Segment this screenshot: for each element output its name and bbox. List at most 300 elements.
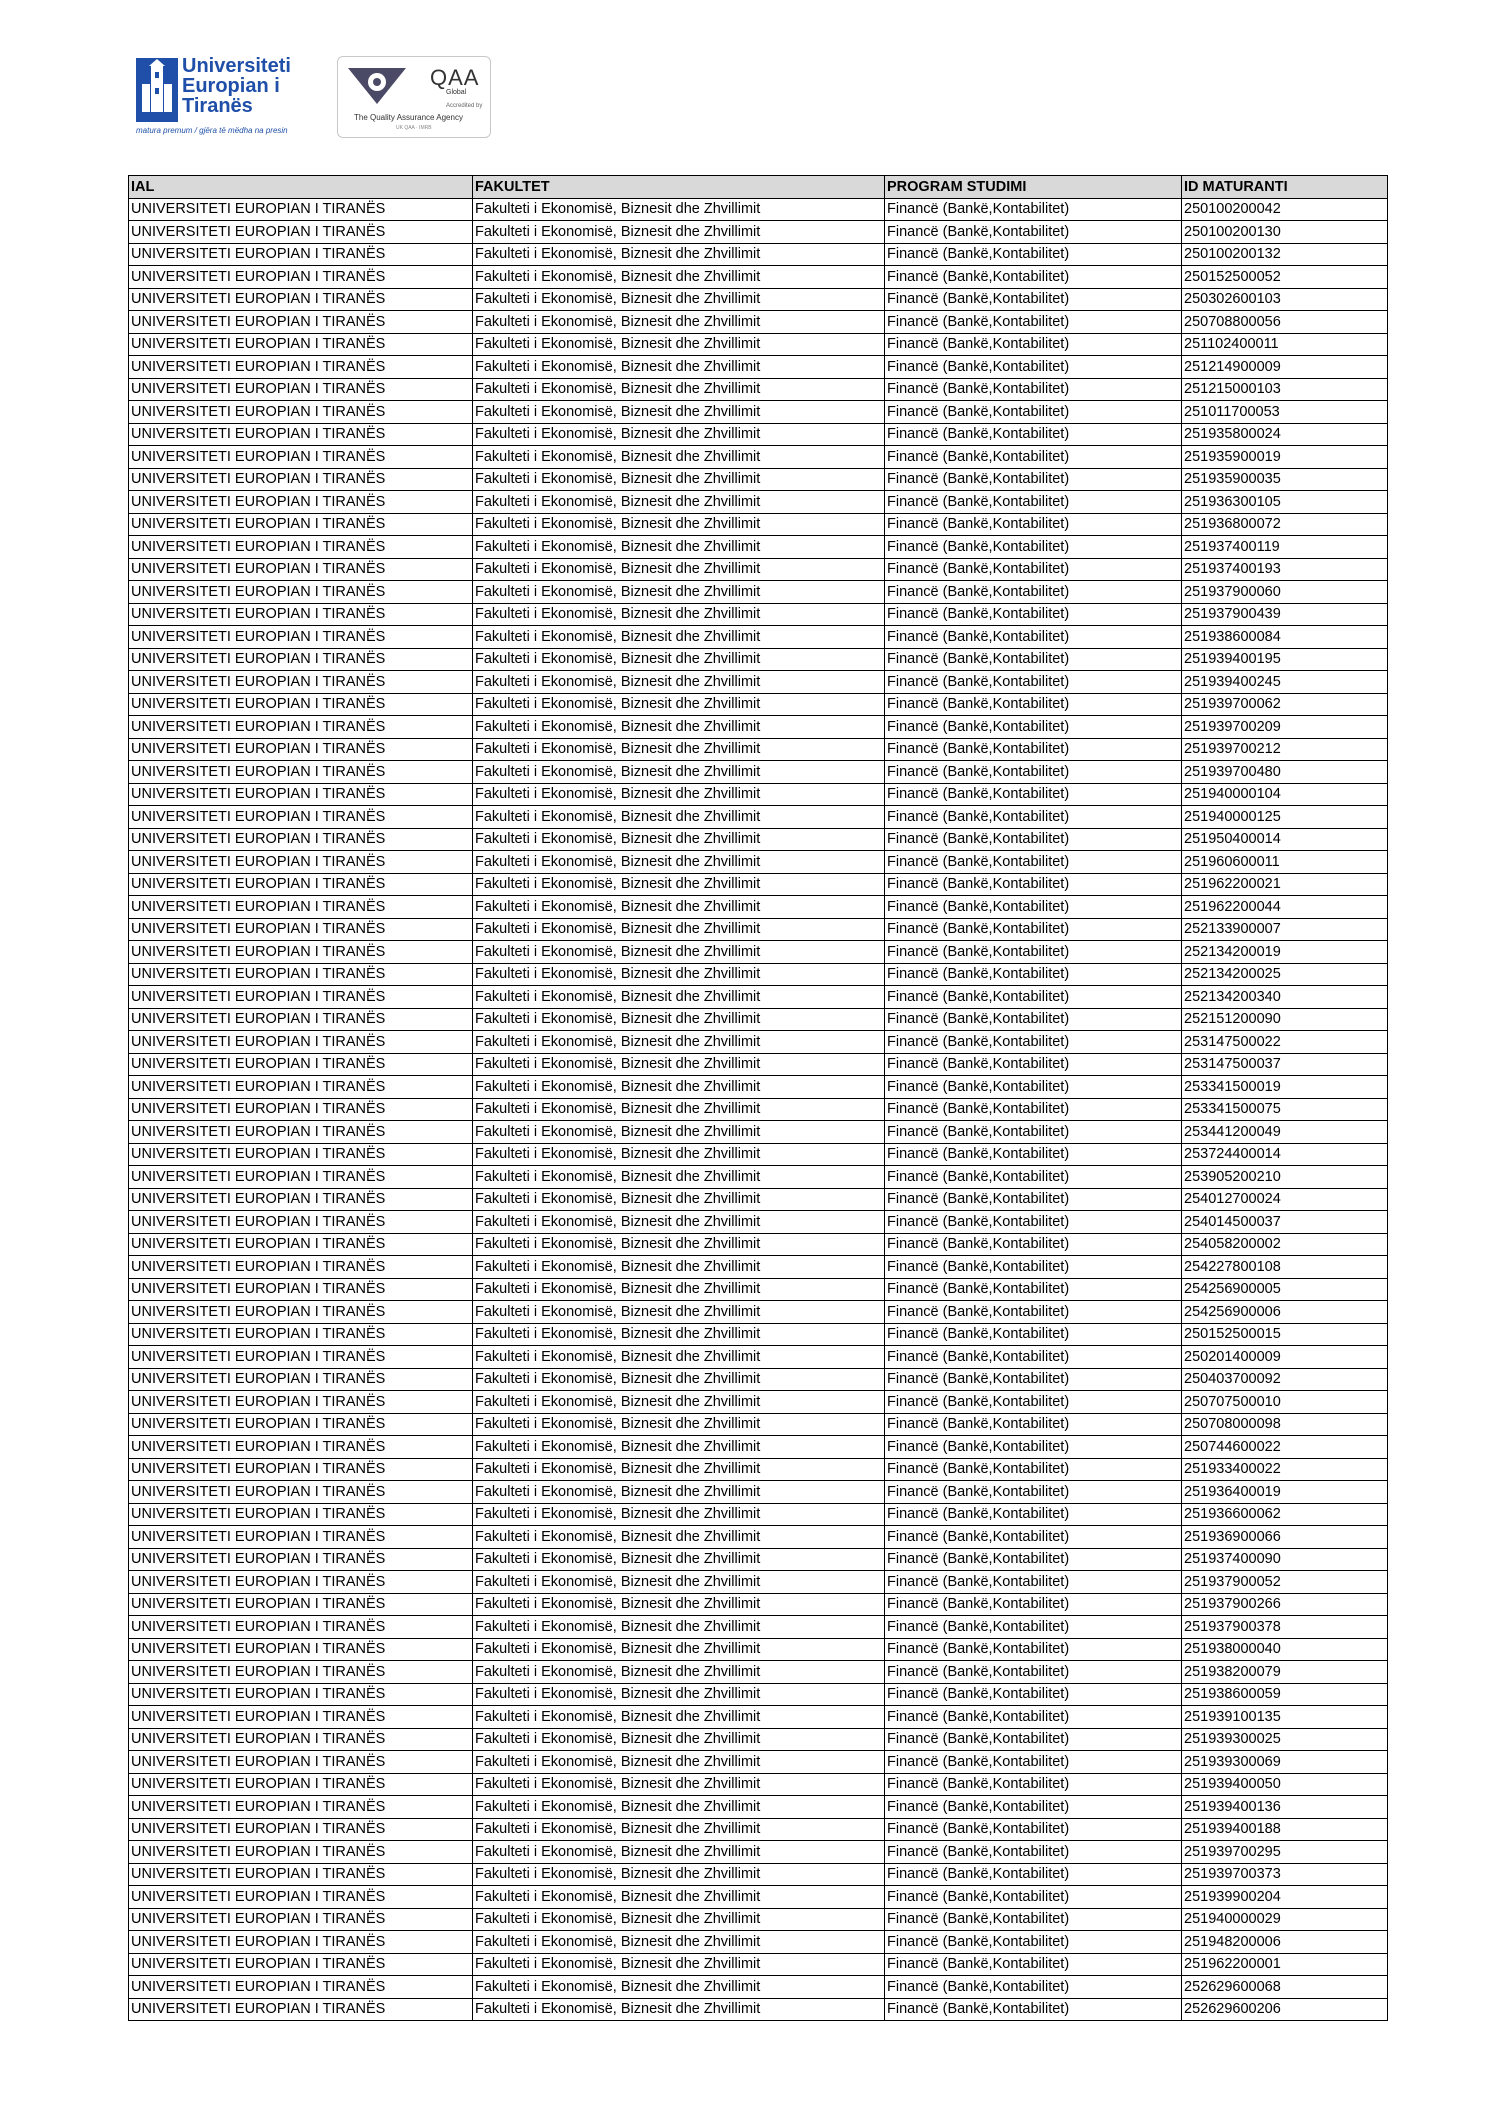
cell-ial: UNIVERSITETI EUROPIAN I TIRANËS xyxy=(129,1886,473,1909)
cell-id-maturanti: 251937400119 xyxy=(1182,536,1388,559)
cell-fakultet: Fakulteti i Ekonomisë, Biznesit dhe Zhvillimit xyxy=(473,243,885,266)
qaa-agency-name: The Quality Assurance Agency xyxy=(354,113,463,122)
cell-program: Financë (Bankë,Kontabilitet) xyxy=(885,761,1182,784)
cell-program: Financë (Bankë,Kontabilitet) xyxy=(885,1098,1182,1121)
cell-fakultet: Fakulteti i Ekonomisë, Biznesit dhe Zhvillimit xyxy=(473,288,885,311)
cell-ial: UNIVERSITETI EUROPIAN I TIRANËS xyxy=(129,513,473,536)
cell-program: Financë (Bankë,Kontabilitet) xyxy=(885,603,1182,626)
cell-ial: UNIVERSITETI EUROPIAN I TIRANËS xyxy=(129,1098,473,1121)
cell-program: Financë (Bankë,Kontabilitet) xyxy=(885,918,1182,941)
cell-ial: UNIVERSITETI EUROPIAN I TIRANËS xyxy=(129,1323,473,1346)
cell-ial: UNIVERSITETI EUROPIAN I TIRANËS xyxy=(129,1931,473,1954)
cell-id-maturanti: 252629600206 xyxy=(1182,1998,1388,2021)
cell-id-maturanti: 251938000040 xyxy=(1182,1638,1388,1661)
cell-fakultet: Fakulteti i Ekonomisë, Biznesit dhe Zhvillimit xyxy=(473,716,885,739)
cell-id-maturanti: 253147500022 xyxy=(1182,1031,1388,1054)
cell-id-maturanti: 251939700209 xyxy=(1182,716,1388,739)
cell-program: Financë (Bankë,Kontabilitet) xyxy=(885,738,1182,761)
table-row xyxy=(129,1368,1388,1391)
cell-fakultet: Fakulteti i Ekonomisë, Biznesit dhe Zhvillimit xyxy=(473,266,885,289)
cell-fakultet: Fakulteti i Ekonomisë, Biznesit dhe Zhvillimit xyxy=(473,536,885,559)
cell-id-maturanti: 251939700295 xyxy=(1182,1841,1388,1864)
cell-ial: UNIVERSITETI EUROPIAN I TIRANËS xyxy=(129,536,473,559)
cell-program: Financë (Bankë,Kontabilitet) xyxy=(885,1638,1182,1661)
cell-program: Financë (Bankë,Kontabilitet) xyxy=(885,1346,1182,1369)
table-row xyxy=(129,1931,1388,1954)
cell-id-maturanti: 250152500052 xyxy=(1182,266,1388,289)
cell-id-maturanti: 252134200025 xyxy=(1182,963,1388,986)
cell-ial: UNIVERSITETI EUROPIAN I TIRANËS xyxy=(129,918,473,941)
cell-ial: UNIVERSITETI EUROPIAN I TIRANËS xyxy=(129,1278,473,1301)
cell-id-maturanti: 253441200049 xyxy=(1182,1121,1388,1144)
cell-id-maturanti: 251939700373 xyxy=(1182,1863,1388,1886)
cell-ial: UNIVERSITETI EUROPIAN I TIRANËS xyxy=(129,671,473,694)
cell-program: Financë (Bankë,Kontabilitet) xyxy=(885,401,1182,424)
cell-id-maturanti: 250403700092 xyxy=(1182,1368,1388,1391)
table-row xyxy=(129,1706,1388,1729)
cell-ial: UNIVERSITETI EUROPIAN I TIRANËS xyxy=(129,986,473,1009)
table-row xyxy=(129,716,1388,739)
table-row xyxy=(129,1233,1388,1256)
cell-fakultet: Fakulteti i Ekonomisë, Biznesit dhe Zhvillimit xyxy=(473,1976,885,1999)
cell-fakultet: Fakulteti i Ekonomisë, Biznesit dhe Zhvillimit xyxy=(473,1098,885,1121)
cell-program: Financë (Bankë,Kontabilitet) xyxy=(885,221,1182,244)
cell-program: Financë (Bankë,Kontabilitet) xyxy=(885,1841,1182,1864)
cell-ial: UNIVERSITETI EUROPIAN I TIRANËS xyxy=(129,1188,473,1211)
cell-id-maturanti: 254227800108 xyxy=(1182,1256,1388,1279)
table-row xyxy=(129,1436,1388,1459)
cell-fakultet: Fakulteti i Ekonomisë, Biznesit dhe Zhvillimit xyxy=(473,1886,885,1909)
cell-program: Financë (Bankë,Kontabilitet) xyxy=(885,1481,1182,1504)
table-row xyxy=(129,581,1388,604)
cell-fakultet: Fakulteti i Ekonomisë, Biznesit dhe Zhvillimit xyxy=(473,1638,885,1661)
table-row xyxy=(129,603,1388,626)
cell-fakultet: Fakulteti i Ekonomisë, Biznesit dhe Zhvillimit xyxy=(473,491,885,514)
qaa-logo xyxy=(337,56,491,138)
cell-program: Financë (Bankë,Kontabilitet) xyxy=(885,1413,1182,1436)
cell-fakultet: Fakulteti i Ekonomisë, Biznesit dhe Zhvillimit xyxy=(473,873,885,896)
table-row xyxy=(129,1346,1388,1369)
table-row xyxy=(129,693,1388,716)
cell-program: Financë (Bankë,Kontabilitet) xyxy=(885,1728,1182,1751)
cell-id-maturanti: 251939300069 xyxy=(1182,1751,1388,1774)
table-row xyxy=(129,378,1388,401)
cell-fakultet: Fakulteti i Ekonomisë, Biznesit dhe Zhvillimit xyxy=(473,1728,885,1751)
cell-program: Financë (Bankë,Kontabilitet) xyxy=(885,1323,1182,1346)
cell-id-maturanti: 251939400136 xyxy=(1182,1796,1388,1819)
table-row xyxy=(129,333,1388,356)
cell-fakultet: Fakulteti i Ekonomisë, Biznesit dhe Zhvillimit xyxy=(473,1436,885,1459)
cell-id-maturanti: 254014500037 xyxy=(1182,1211,1388,1234)
table-row xyxy=(129,1638,1388,1661)
cell-id-maturanti: 250707500010 xyxy=(1182,1391,1388,1414)
university-name xyxy=(182,56,291,116)
cell-ial: UNIVERSITETI EUROPIAN I TIRANËS xyxy=(129,356,473,379)
cell-ial: UNIVERSITETI EUROPIAN I TIRANËS xyxy=(129,1526,473,1549)
cell-fakultet: Fakulteti i Ekonomisë, Biznesit dhe Zhvillimit xyxy=(473,1481,885,1504)
cell-fakultet: Fakulteti i Ekonomisë, Biznesit dhe Zhvillimit xyxy=(473,963,885,986)
cell-fakultet: Fakulteti i Ekonomisë, Biznesit dhe Zhvillimit xyxy=(473,761,885,784)
cell-ial: UNIVERSITETI EUROPIAN I TIRANËS xyxy=(129,288,473,311)
table-row xyxy=(129,1323,1388,1346)
cell-program: Financë (Bankë,Kontabilitet) xyxy=(885,1391,1182,1414)
cell-ial: UNIVERSITETI EUROPIAN I TIRANËS xyxy=(129,783,473,806)
cell-id-maturanti: 251940000029 xyxy=(1182,1908,1388,1931)
cell-fakultet: Fakulteti i Ekonomisë, Biznesit dhe Zhvillimit xyxy=(473,513,885,536)
table-row xyxy=(129,1188,1388,1211)
table-row xyxy=(129,1458,1388,1481)
cell-fakultet: Fakulteti i Ekonomisë, Biznesit dhe Zhvillimit xyxy=(473,1548,885,1571)
header-fakultet: FAKULTET xyxy=(473,176,885,199)
cell-program: Financë (Bankë,Kontabilitet) xyxy=(885,806,1182,829)
cell-ial: UNIVERSITETI EUROPIAN I TIRANËS xyxy=(129,648,473,671)
cell-fakultet: Fakulteti i Ekonomisë, Biznesit dhe Zhvillimit xyxy=(473,1211,885,1234)
cell-id-maturanti: 251936900066 xyxy=(1182,1526,1388,1549)
table-row xyxy=(129,1796,1388,1819)
cell-id-maturanti: 251936800072 xyxy=(1182,513,1388,536)
table-row xyxy=(129,513,1388,536)
qaa-logo-frame xyxy=(337,56,491,138)
cell-ial: UNIVERSITETI EUROPIAN I TIRANËS xyxy=(129,1571,473,1594)
table-row xyxy=(129,1886,1388,1909)
cell-program: Financë (Bankë,Kontabilitet) xyxy=(885,1593,1182,1616)
cell-ial: UNIVERSITETI EUROPIAN I TIRANËS xyxy=(129,333,473,356)
cell-id-maturanti: 251937900052 xyxy=(1182,1571,1388,1594)
cell-fakultet: Fakulteti i Ekonomisë, Biznesit dhe Zhvillimit xyxy=(473,423,885,446)
cell-program: Financë (Bankë,Kontabilitet) xyxy=(885,828,1182,851)
cell-program: Financë (Bankë,Kontabilitet) xyxy=(885,1301,1182,1324)
qaa-eye-icon xyxy=(346,64,408,108)
cell-ial: UNIVERSITETI EUROPIAN I TIRANËS xyxy=(129,221,473,244)
cell-fakultet: Fakulteti i Ekonomisë, Biznesit dhe Zhvillimit xyxy=(473,1998,885,2021)
cell-fakultet: Fakulteti i Ekonomisë, Biznesit dhe Zhvillimit xyxy=(473,1368,885,1391)
cell-program: Financë (Bankë,Kontabilitet) xyxy=(885,356,1182,379)
table-row xyxy=(129,806,1388,829)
cell-program: Financë (Bankë,Kontabilitet) xyxy=(885,1661,1182,1684)
table-row xyxy=(129,446,1388,469)
table-row xyxy=(129,243,1388,266)
table-row xyxy=(129,468,1388,491)
cell-fakultet: Fakulteti i Ekonomisë, Biznesit dhe Zhvillimit xyxy=(473,198,885,221)
cell-fakultet: Fakulteti i Ekonomisë, Biznesit dhe Zhvillimit xyxy=(473,1076,885,1099)
qaa-acronym: QAA xyxy=(430,65,480,90)
cell-id-maturanti: 253724400014 xyxy=(1182,1143,1388,1166)
students-table xyxy=(128,175,1388,2021)
cell-id-maturanti: 251939400195 xyxy=(1182,648,1388,671)
cell-program: Financë (Bankë,Kontabilitet) xyxy=(885,333,1182,356)
cell-id-maturanti: 251214900009 xyxy=(1182,356,1388,379)
cell-id-maturanti: 251936600062 xyxy=(1182,1503,1388,1526)
cell-program: Financë (Bankë,Kontabilitet) xyxy=(885,1818,1182,1841)
cell-id-maturanti: 250100200042 xyxy=(1182,198,1388,221)
cell-ial: UNIVERSITETI EUROPIAN I TIRANËS xyxy=(129,1548,473,1571)
table-row xyxy=(129,1908,1388,1931)
cell-ial: UNIVERSITETI EUROPIAN I TIRANËS xyxy=(129,1751,473,1774)
cell-program: Financë (Bankë,Kontabilitet) xyxy=(885,1076,1182,1099)
cell-program: Financë (Bankë,Kontabilitet) xyxy=(885,491,1182,514)
cell-id-maturanti: 254012700024 xyxy=(1182,1188,1388,1211)
cell-program: Financë (Bankë,Kontabilitet) xyxy=(885,288,1182,311)
cell-fakultet: Fakulteti i Ekonomisë, Biznesit dhe Zhvillimit xyxy=(473,1503,885,1526)
cell-program: Financë (Bankë,Kontabilitet) xyxy=(885,1278,1182,1301)
cell-ial: UNIVERSITETI EUROPIAN I TIRANËS xyxy=(129,626,473,649)
cell-id-maturanti: 251938600084 xyxy=(1182,626,1388,649)
cell-ial: UNIVERSITETI EUROPIAN I TIRANËS xyxy=(129,1706,473,1729)
cell-id-maturanti: 251215000103 xyxy=(1182,378,1388,401)
cell-program: Financë (Bankë,Kontabilitet) xyxy=(885,1773,1182,1796)
cell-program: Financë (Bankë,Kontabilitet) xyxy=(885,1751,1182,1774)
cell-ial: UNIVERSITETI EUROPIAN I TIRANËS xyxy=(129,1863,473,1886)
cell-program: Financë (Bankë,Kontabilitet) xyxy=(885,1548,1182,1571)
cell-program: Financë (Bankë,Kontabilitet) xyxy=(885,626,1182,649)
cell-ial: UNIVERSITETI EUROPIAN I TIRANËS xyxy=(129,603,473,626)
cell-program: Financë (Bankë,Kontabilitet) xyxy=(885,1031,1182,1054)
cell-program: Financë (Bankë,Kontabilitet) xyxy=(885,648,1182,671)
cell-program: Financë (Bankë,Kontabilitet) xyxy=(885,423,1182,446)
cell-ial: UNIVERSITETI EUROPIAN I TIRANËS xyxy=(129,1616,473,1639)
table-row xyxy=(129,648,1388,671)
cell-ial: UNIVERSITETI EUROPIAN I TIRANËS xyxy=(129,1413,473,1436)
cell-id-maturanti: 251939400245 xyxy=(1182,671,1388,694)
cell-fakultet: Fakulteti i Ekonomisë, Biznesit dhe Zhvillimit xyxy=(473,1391,885,1414)
cell-fakultet: Fakulteti i Ekonomisë, Biznesit dhe Zhvillimit xyxy=(473,1188,885,1211)
cell-program: Financë (Bankë,Kontabilitet) xyxy=(885,536,1182,559)
cell-ial: UNIVERSITETI EUROPIAN I TIRANËS xyxy=(129,491,473,514)
cell-ial: UNIVERSITETI EUROPIAN I TIRANËS xyxy=(129,828,473,851)
table-row xyxy=(129,1976,1388,1999)
cell-id-maturanti: 254058200002 xyxy=(1182,1233,1388,1256)
cell-fakultet: Fakulteti i Ekonomisë, Biznesit dhe Zhvillimit xyxy=(473,806,885,829)
cell-id-maturanti: 252151200090 xyxy=(1182,1008,1388,1031)
cell-ial: UNIVERSITETI EUROPIAN I TIRANËS xyxy=(129,941,473,964)
table-row xyxy=(129,1593,1388,1616)
university-logo xyxy=(136,56,316,140)
cell-program: Financë (Bankë,Kontabilitet) xyxy=(885,1953,1182,1976)
table-row xyxy=(129,1166,1388,1189)
table-row xyxy=(129,1481,1388,1504)
cell-fakultet: Fakulteti i Ekonomisë, Biznesit dhe Zhvillimit xyxy=(473,1908,885,1931)
cell-program: Financë (Bankë,Kontabilitet) xyxy=(885,378,1182,401)
cell-ial: UNIVERSITETI EUROPIAN I TIRANËS xyxy=(129,198,473,221)
cell-id-maturanti: 251939100135 xyxy=(1182,1706,1388,1729)
cell-ial: UNIVERSITETI EUROPIAN I TIRANËS xyxy=(129,1076,473,1099)
table-row xyxy=(129,1526,1388,1549)
cell-fakultet: Fakulteti i Ekonomisë, Biznesit dhe Zhvillimit xyxy=(473,1256,885,1279)
cell-fakultet: Fakulteti i Ekonomisë, Biznesit dhe Zhvillimit xyxy=(473,626,885,649)
cell-program: Financë (Bankë,Kontabilitet) xyxy=(885,1526,1182,1549)
cell-fakultet: Fakulteti i Ekonomisë, Biznesit dhe Zhvillimit xyxy=(473,1773,885,1796)
cell-id-maturanti: 251962200021 xyxy=(1182,873,1388,896)
cell-fakultet: Fakulteti i Ekonomisë, Biznesit dhe Zhvillimit xyxy=(473,1008,885,1031)
table-row xyxy=(129,828,1388,851)
cell-program: Financë (Bankë,Kontabilitet) xyxy=(885,1503,1182,1526)
cell-fakultet: Fakulteti i Ekonomisë, Biznesit dhe Zhvillimit xyxy=(473,333,885,356)
cell-program: Financë (Bankë,Kontabilitet) xyxy=(885,243,1182,266)
cell-fakultet: Fakulteti i Ekonomisë, Biznesit dhe Zhvillimit xyxy=(473,1233,885,1256)
cell-program: Financë (Bankë,Kontabilitet) xyxy=(885,1368,1182,1391)
cell-fakultet: Fakulteti i Ekonomisë, Biznesit dhe Zhvillimit xyxy=(473,378,885,401)
table-row xyxy=(129,1503,1388,1526)
cell-ial: UNIVERSITETI EUROPIAN I TIRANËS xyxy=(129,1998,473,2021)
cell-ial: UNIVERSITETI EUROPIAN I TIRANËS xyxy=(129,581,473,604)
cell-id-maturanti: 251939700062 xyxy=(1182,693,1388,716)
cell-fakultet: Fakulteti i Ekonomisë, Biznesit dhe Zhvillimit xyxy=(473,603,885,626)
table-row xyxy=(129,1683,1388,1706)
cell-id-maturanti: 251011700053 xyxy=(1182,401,1388,424)
table-row xyxy=(129,1661,1388,1684)
cell-program: Financë (Bankë,Kontabilitet) xyxy=(885,1233,1182,1256)
cell-ial: UNIVERSITETI EUROPIAN I TIRANËS xyxy=(129,873,473,896)
cell-fakultet: Fakulteti i Ekonomisë, Biznesit dhe Zhvillimit xyxy=(473,558,885,581)
cell-program: Financë (Bankë,Kontabilitet) xyxy=(885,1683,1182,1706)
cell-id-maturanti: 251935900035 xyxy=(1182,468,1388,491)
cell-id-maturanti: 251937400193 xyxy=(1182,558,1388,581)
cell-program: Financë (Bankë,Kontabilitet) xyxy=(885,1998,1182,2021)
cell-program: Financë (Bankë,Kontabilitet) xyxy=(885,266,1182,289)
cell-fakultet: Fakulteti i Ekonomisë, Biznesit dhe Zhvillimit xyxy=(473,671,885,694)
table-row xyxy=(129,941,1388,964)
cell-ial: UNIVERSITETI EUROPIAN I TIRANËS xyxy=(129,468,473,491)
cell-id-maturanti: 251937900378 xyxy=(1182,1616,1388,1639)
cell-ial: UNIVERSITETI EUROPIAN I TIRANËS xyxy=(129,1368,473,1391)
table-row xyxy=(129,1076,1388,1099)
cell-id-maturanti: 250302600103 xyxy=(1182,288,1388,311)
cell-id-maturanti: 251939900204 xyxy=(1182,1886,1388,1909)
table-header-row xyxy=(129,176,1388,199)
table-row xyxy=(129,1841,1388,1864)
cell-ial: UNIVERSITETI EUROPIAN I TIRANËS xyxy=(129,693,473,716)
cell-ial: UNIVERSITETI EUROPIAN I TIRANËS xyxy=(129,1436,473,1459)
cell-ial: UNIVERSITETI EUROPIAN I TIRANËS xyxy=(129,1211,473,1234)
table-row xyxy=(129,1053,1388,1076)
table-row xyxy=(129,1391,1388,1414)
table-row xyxy=(129,738,1388,761)
cell-id-maturanti: 251960600011 xyxy=(1182,851,1388,874)
cell-fakultet: Fakulteti i Ekonomisë, Biznesit dhe Zhvillimit xyxy=(473,311,885,334)
cell-id-maturanti: 254256900006 xyxy=(1182,1301,1388,1324)
cell-fakultet: Fakulteti i Ekonomisë, Biznesit dhe Zhvillimit xyxy=(473,1683,885,1706)
cell-fakultet: Fakulteti i Ekonomisë, Biznesit dhe Zhvillimit xyxy=(473,446,885,469)
cell-fakultet: Fakulteti i Ekonomisë, Biznesit dhe Zhvillimit xyxy=(473,1346,885,1369)
cell-id-maturanti: 251939400188 xyxy=(1182,1818,1388,1841)
cell-id-maturanti: 254256900005 xyxy=(1182,1278,1388,1301)
cell-program: Financë (Bankë,Kontabilitet) xyxy=(885,1436,1182,1459)
cell-ial: UNIVERSITETI EUROPIAN I TIRANËS xyxy=(129,1458,473,1481)
cell-fakultet: Fakulteti i Ekonomisë, Biznesit dhe Zhvillimit xyxy=(473,1121,885,1144)
cell-program: Financë (Bankë,Kontabilitet) xyxy=(885,513,1182,536)
cell-id-maturanti: 252134200340 xyxy=(1182,986,1388,1009)
table-row xyxy=(129,1121,1388,1144)
table-row xyxy=(129,558,1388,581)
cell-id-maturanti: 251937900439 xyxy=(1182,603,1388,626)
cell-ial: UNIVERSITETI EUROPIAN I TIRANËS xyxy=(129,1818,473,1841)
table-row xyxy=(129,1773,1388,1796)
cell-fakultet: Fakulteti i Ekonomisë, Biznesit dhe Zhvillimit xyxy=(473,1571,885,1594)
cell-id-maturanti: 251937900266 xyxy=(1182,1593,1388,1616)
table-row xyxy=(129,1413,1388,1436)
cell-id-maturanti: 250100200130 xyxy=(1182,221,1388,244)
table-row xyxy=(129,198,1388,221)
cell-ial: UNIVERSITETI EUROPIAN I TIRANËS xyxy=(129,1728,473,1751)
cell-program: Financë (Bankë,Kontabilitet) xyxy=(885,783,1182,806)
cell-ial: UNIVERSITETI EUROPIAN I TIRANËS xyxy=(129,1503,473,1526)
cell-program: Financë (Bankë,Kontabilitet) xyxy=(885,1863,1182,1886)
cell-fakultet: Fakulteti i Ekonomisë, Biznesit dhe Zhvillimit xyxy=(473,1031,885,1054)
table-row xyxy=(129,401,1388,424)
cell-fakultet: Fakulteti i Ekonomisë, Biznesit dhe Zhvillimit xyxy=(473,1706,885,1729)
cell-id-maturanti: 251962200001 xyxy=(1182,1953,1388,1976)
cell-fakultet: Fakulteti i Ekonomisë, Biznesit dhe Zhvillimit xyxy=(473,1278,885,1301)
cell-ial: UNIVERSITETI EUROPIAN I TIRANËS xyxy=(129,963,473,986)
cell-ial: UNIVERSITETI EUROPIAN I TIRANËS xyxy=(129,761,473,784)
table-row xyxy=(129,671,1388,694)
table-row xyxy=(129,1863,1388,1886)
cell-ial: UNIVERSITETI EUROPIAN I TIRANËS xyxy=(129,311,473,334)
cell-ial: UNIVERSITETI EUROPIAN I TIRANËS xyxy=(129,1053,473,1076)
table-row xyxy=(129,1616,1388,1639)
table-row xyxy=(129,1998,1388,2021)
cell-fakultet: Fakulteti i Ekonomisë, Biznesit dhe Zhvillimit xyxy=(473,1661,885,1684)
cell-id-maturanti: 250201400009 xyxy=(1182,1346,1388,1369)
cell-ial: UNIVERSITETI EUROPIAN I TIRANËS xyxy=(129,1143,473,1166)
table-row xyxy=(129,963,1388,986)
cell-ial: UNIVERSITETI EUROPIAN I TIRANËS xyxy=(129,1908,473,1931)
cell-program: Financë (Bankë,Kontabilitet) xyxy=(885,1166,1182,1189)
cell-fakultet: Fakulteti i Ekonomisë, Biznesit dhe Zhvillimit xyxy=(473,783,885,806)
qaa-tagline: Global xyxy=(446,89,467,96)
cell-fakultet: Fakulteti i Ekonomisë, Biznesit dhe Zhvillimit xyxy=(473,1931,885,1954)
cell-ial: UNIVERSITETI EUROPIAN I TIRANËS xyxy=(129,1008,473,1031)
table-row xyxy=(129,423,1388,446)
cell-id-maturanti: 253341500075 xyxy=(1182,1098,1388,1121)
cell-id-maturanti: 250152500015 xyxy=(1182,1323,1388,1346)
cell-fakultet: Fakulteti i Ekonomisë, Biznesit dhe Zhvillimit xyxy=(473,693,885,716)
cell-fakultet: Fakulteti i Ekonomisë, Biznesit dhe Zhvillimit xyxy=(473,918,885,941)
table-row xyxy=(129,851,1388,874)
cell-program: Financë (Bankë,Kontabilitet) xyxy=(885,716,1182,739)
cell-ial: UNIVERSITETI EUROPIAN I TIRANËS xyxy=(129,266,473,289)
cell-fakultet: Fakulteti i Ekonomisë, Biznesit dhe Zhvillimit xyxy=(473,1953,885,1976)
cell-program: Financë (Bankë,Kontabilitet) xyxy=(885,1121,1182,1144)
table-row xyxy=(129,1211,1388,1234)
cell-id-maturanti: 251102400011 xyxy=(1182,333,1388,356)
cell-ial: UNIVERSITETI EUROPIAN I TIRANËS xyxy=(129,1301,473,1324)
cell-program: Financë (Bankë,Kontabilitet) xyxy=(885,198,1182,221)
university-name-line3: Tiranës xyxy=(182,95,253,117)
cell-fakultet: Fakulteti i Ekonomisë, Biznesit dhe Zhvillimit xyxy=(473,581,885,604)
cell-program: Financë (Bankë,Kontabilitet) xyxy=(885,671,1182,694)
table-row xyxy=(129,1751,1388,1774)
university-name-line1: Universiteti xyxy=(182,55,291,77)
cell-ial: UNIVERSITETI EUROPIAN I TIRANËS xyxy=(129,1638,473,1661)
cell-id-maturanti: 251939700480 xyxy=(1182,761,1388,784)
cell-id-maturanti: 251937400090 xyxy=(1182,1548,1388,1571)
cell-program: Financë (Bankë,Kontabilitet) xyxy=(885,1188,1182,1211)
table-row xyxy=(129,288,1388,311)
cell-id-maturanti: 251936300105 xyxy=(1182,491,1388,514)
cell-program: Financë (Bankë,Kontabilitet) xyxy=(885,446,1182,469)
cell-id-maturanti: 251948200006 xyxy=(1182,1931,1388,1954)
cell-fakultet: Fakulteti i Ekonomisë, Biznesit dhe Zhvillimit xyxy=(473,1751,885,1774)
cell-ial: UNIVERSITETI EUROPIAN I TIRANËS xyxy=(129,1841,473,1864)
cell-ial: UNIVERSITETI EUROPIAN I TIRANËS xyxy=(129,738,473,761)
cell-ial: UNIVERSITETI EUROPIAN I TIRANËS xyxy=(129,806,473,829)
cell-id-maturanti: 251940000125 xyxy=(1182,806,1388,829)
cell-program: Financë (Bankë,Kontabilitet) xyxy=(885,1796,1182,1819)
cell-id-maturanti: 253905200210 xyxy=(1182,1166,1388,1189)
cell-id-maturanti: 251933400022 xyxy=(1182,1458,1388,1481)
cell-fakultet: Fakulteti i Ekonomisë, Biznesit dhe Zhvillimit xyxy=(473,896,885,919)
